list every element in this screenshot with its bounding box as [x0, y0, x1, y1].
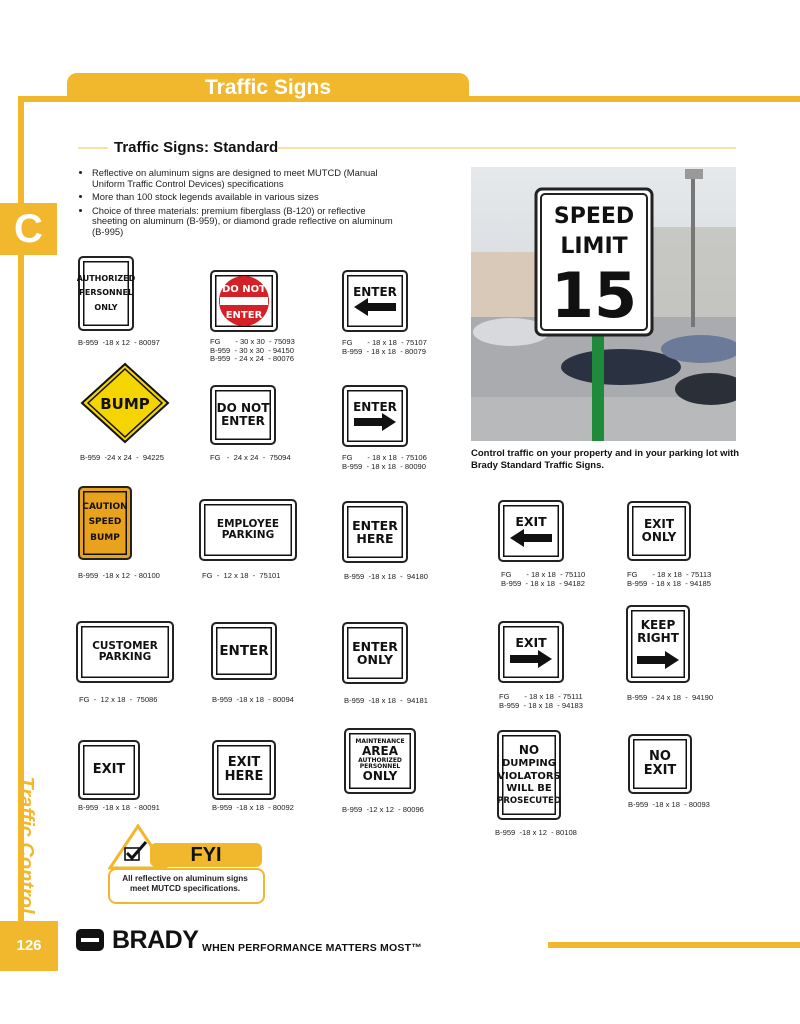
product-code: B-959 -24 x 24 - 94225	[80, 453, 165, 462]
sign-text: SPEED	[88, 517, 122, 528]
sign-text: ENTER	[352, 638, 398, 654]
sign-number: 15	[550, 259, 638, 332]
arrow-right-icon	[637, 651, 679, 669]
product-code: FG - 18 x 18 - 75110 B-959 - 18 x 18 - 94182	[501, 570, 586, 588]
sign-text: ENTER	[353, 284, 397, 299]
product-code: B-959 -18 x 18 - 80094	[212, 695, 294, 704]
product-code: FG - 12 x 18 - 75101	[202, 571, 281, 580]
sign-text: ENTER	[353, 399, 397, 414]
brand-name: BRADY	[112, 926, 199, 954]
section-rule-left	[78, 147, 108, 149]
sign-no-exit	[628, 734, 692, 794]
product-code: B-959 -18 x 18 - 80091	[78, 803, 160, 812]
sign-employee-parking	[199, 499, 297, 561]
sign-line1: SPEED	[553, 204, 635, 229]
sign-text: EXIT	[643, 517, 675, 532]
photo-caption: Control traffic on your property and in your parking lot with Brady Standard Traffic Signs.	[471, 448, 740, 471]
sign-text: MAINTENANCE	[355, 737, 405, 745]
sign-text: ENTER	[225, 310, 263, 321]
product-code: B-959 - 24 x 18 - 94190	[627, 693, 714, 702]
product-code: B-959 -12 x 12 - 80096	[342, 805, 424, 814]
product-code: B-959 -18 x 18 - 94181	[344, 696, 429, 705]
sign-text: BUMP	[100, 395, 150, 413]
product-code: B-959 -18 x 12 - 80097	[78, 338, 160, 347]
sign-exit	[78, 740, 140, 800]
sign-text: CUSTOMER	[92, 639, 158, 652]
sign-enter-only	[342, 622, 408, 684]
feature-item: • Choice of three materials: premium fiberglass (B-120) or reflective sheeting on aluminum (B-959), or diamond grade reflective on aluminum (B-995)	[92, 206, 402, 238]
sign-text: HERE	[224, 769, 264, 784]
sign-enter-here	[342, 501, 408, 563]
product-code: B-959 -18 x 12 - 80108	[495, 828, 577, 837]
speed-limit-photo	[471, 167, 736, 441]
sign-text: RIGHT	[637, 631, 679, 645]
sign-text: CAUTION	[82, 501, 128, 512]
page-number: 126	[0, 921, 58, 971]
sign-text: NO	[649, 749, 671, 765]
sign-text: ONLY	[641, 530, 677, 544]
sign-text: ENTER	[219, 642, 269, 659]
chapter-label: Traffic Control	[15, 776, 37, 914]
sign-text: ONLY	[362, 769, 398, 784]
sign-exit-only	[627, 501, 691, 561]
sign-text: EMPLOYEE	[216, 517, 280, 530]
fyi-label: FYI	[150, 843, 262, 867]
product-code: B-959 -18 x 18 - 80092	[212, 803, 294, 812]
arrow-right-icon	[510, 650, 552, 668]
sign-text: EXIT	[643, 763, 677, 778]
arrow-left-icon	[510, 529, 552, 547]
sign-text: PROSECUTED	[497, 795, 561, 806]
sign-maintenance-area	[344, 728, 416, 794]
feature-list	[78, 168, 402, 240]
section-title: Traffic Signs: Standard	[114, 139, 279, 156]
sign-text: PERSONNEL	[79, 288, 134, 298]
sign-text: HERE	[356, 531, 394, 546]
product-code: FG - 24 x 24 - 75094	[210, 453, 291, 462]
page-header-tab: Traffic Signs	[67, 73, 469, 100]
section-rule-right	[278, 147, 736, 149]
parking-lot-scene	[471, 167, 736, 441]
sign-text: EXIT	[227, 755, 261, 771]
sign-text: AREA	[361, 744, 398, 759]
sign-text: EXIT	[515, 514, 547, 530]
sign-text: NO	[518, 743, 540, 758]
sign-exit-right	[498, 621, 564, 683]
sign-text: EXIT	[92, 762, 126, 778]
sign-text: PARKING	[221, 529, 275, 541]
sign-bump	[80, 362, 170, 444]
sign-text: ENTER	[352, 517, 398, 533]
sign-customer-parking	[76, 621, 174, 683]
sign-text: PARKING	[98, 651, 152, 663]
sign-text: EXIT	[515, 635, 547, 651]
sign-text: PERSONNEL	[359, 763, 401, 771]
sign-line2: LIMIT	[560, 234, 628, 259]
sign-text: KEEP	[640, 618, 676, 633]
product-code: FG - 18 x 18 - 75106 B-959 - 18 x 18 - 80090	[342, 453, 427, 471]
sign-text: VIOLATORS	[497, 770, 561, 782]
sign-text: DO NOT	[222, 284, 266, 295]
sign-authorized-personnel	[78, 256, 134, 331]
bottom-rule	[548, 942, 800, 948]
product-code: B-959 -18 x 18 - 94180	[344, 572, 429, 581]
chapter-letter: C	[0, 203, 57, 255]
sign-text: WILL BE	[506, 783, 552, 795]
sign-text: DUMPING	[502, 758, 556, 770]
sign-keep-right	[626, 605, 690, 683]
product-code: B-959 -18 x 12 - 80100	[78, 571, 160, 580]
sign-do-not-enter	[210, 385, 276, 445]
sign-text: AUTHORIZED	[358, 756, 402, 764]
brand-tagline: WHEN PERFORMANCE MATTERS MOST™	[202, 942, 422, 954]
sign-no-dumping	[497, 730, 561, 820]
sign-exit-here	[212, 740, 276, 800]
product-code: FG - 30 x 30 - 75093 B-959 - 30 x 30 - 94150 B-959 - 24 x 24 - 80076	[210, 337, 295, 364]
sign-text: BUMP	[90, 532, 120, 543]
fyi-text: All reflective on aluminum signs meet MUTCD specifications.	[122, 874, 248, 893]
sign-do-not-enter-red	[210, 270, 278, 332]
do-not-enter-symbol	[216, 275, 272, 327]
arrow-right-icon	[354, 413, 396, 431]
sign-enter	[211, 622, 277, 680]
product-code: FG - 12 x 18 - 75086	[79, 695, 158, 704]
sign-exit-left	[498, 500, 564, 562]
arrow-left-icon	[354, 298, 396, 316]
sign-enter-right	[342, 385, 408, 447]
sign-text: ENTER	[221, 414, 265, 428]
product-code: FG - 18 x 18 - 75111 B-959 - 18 x 18 - 94183	[499, 692, 584, 710]
sign-text: ONLY	[356, 652, 394, 667]
sign-text: DO NOT	[216, 401, 270, 416]
brady-logo-icon	[76, 929, 104, 951]
product-code: FG - 18 x 18 - 75113 B-959 - 18 x 18 - 94185	[627, 570, 712, 588]
feature-item: • Reflective on aluminum signs are designed to meet MUTCD (Manual Uniform Traffic Control Devices) specifications	[92, 168, 402, 189]
bump-diamond	[80, 362, 170, 444]
sign-text: ONLY	[94, 302, 118, 312]
sign-text: AUTHORIZED	[76, 273, 136, 283]
sign-caution-speed-bump	[78, 486, 132, 560]
product-code: B-959 -18 x 18 - 80093	[628, 800, 710, 809]
sign-enter-left	[342, 270, 408, 332]
product-code: FG - 18 x 18 - 75107 B-959 - 18 x 18 - 80079	[342, 338, 427, 356]
feature-item: • More than 100 stock legends available in various sizes	[92, 192, 402, 203]
